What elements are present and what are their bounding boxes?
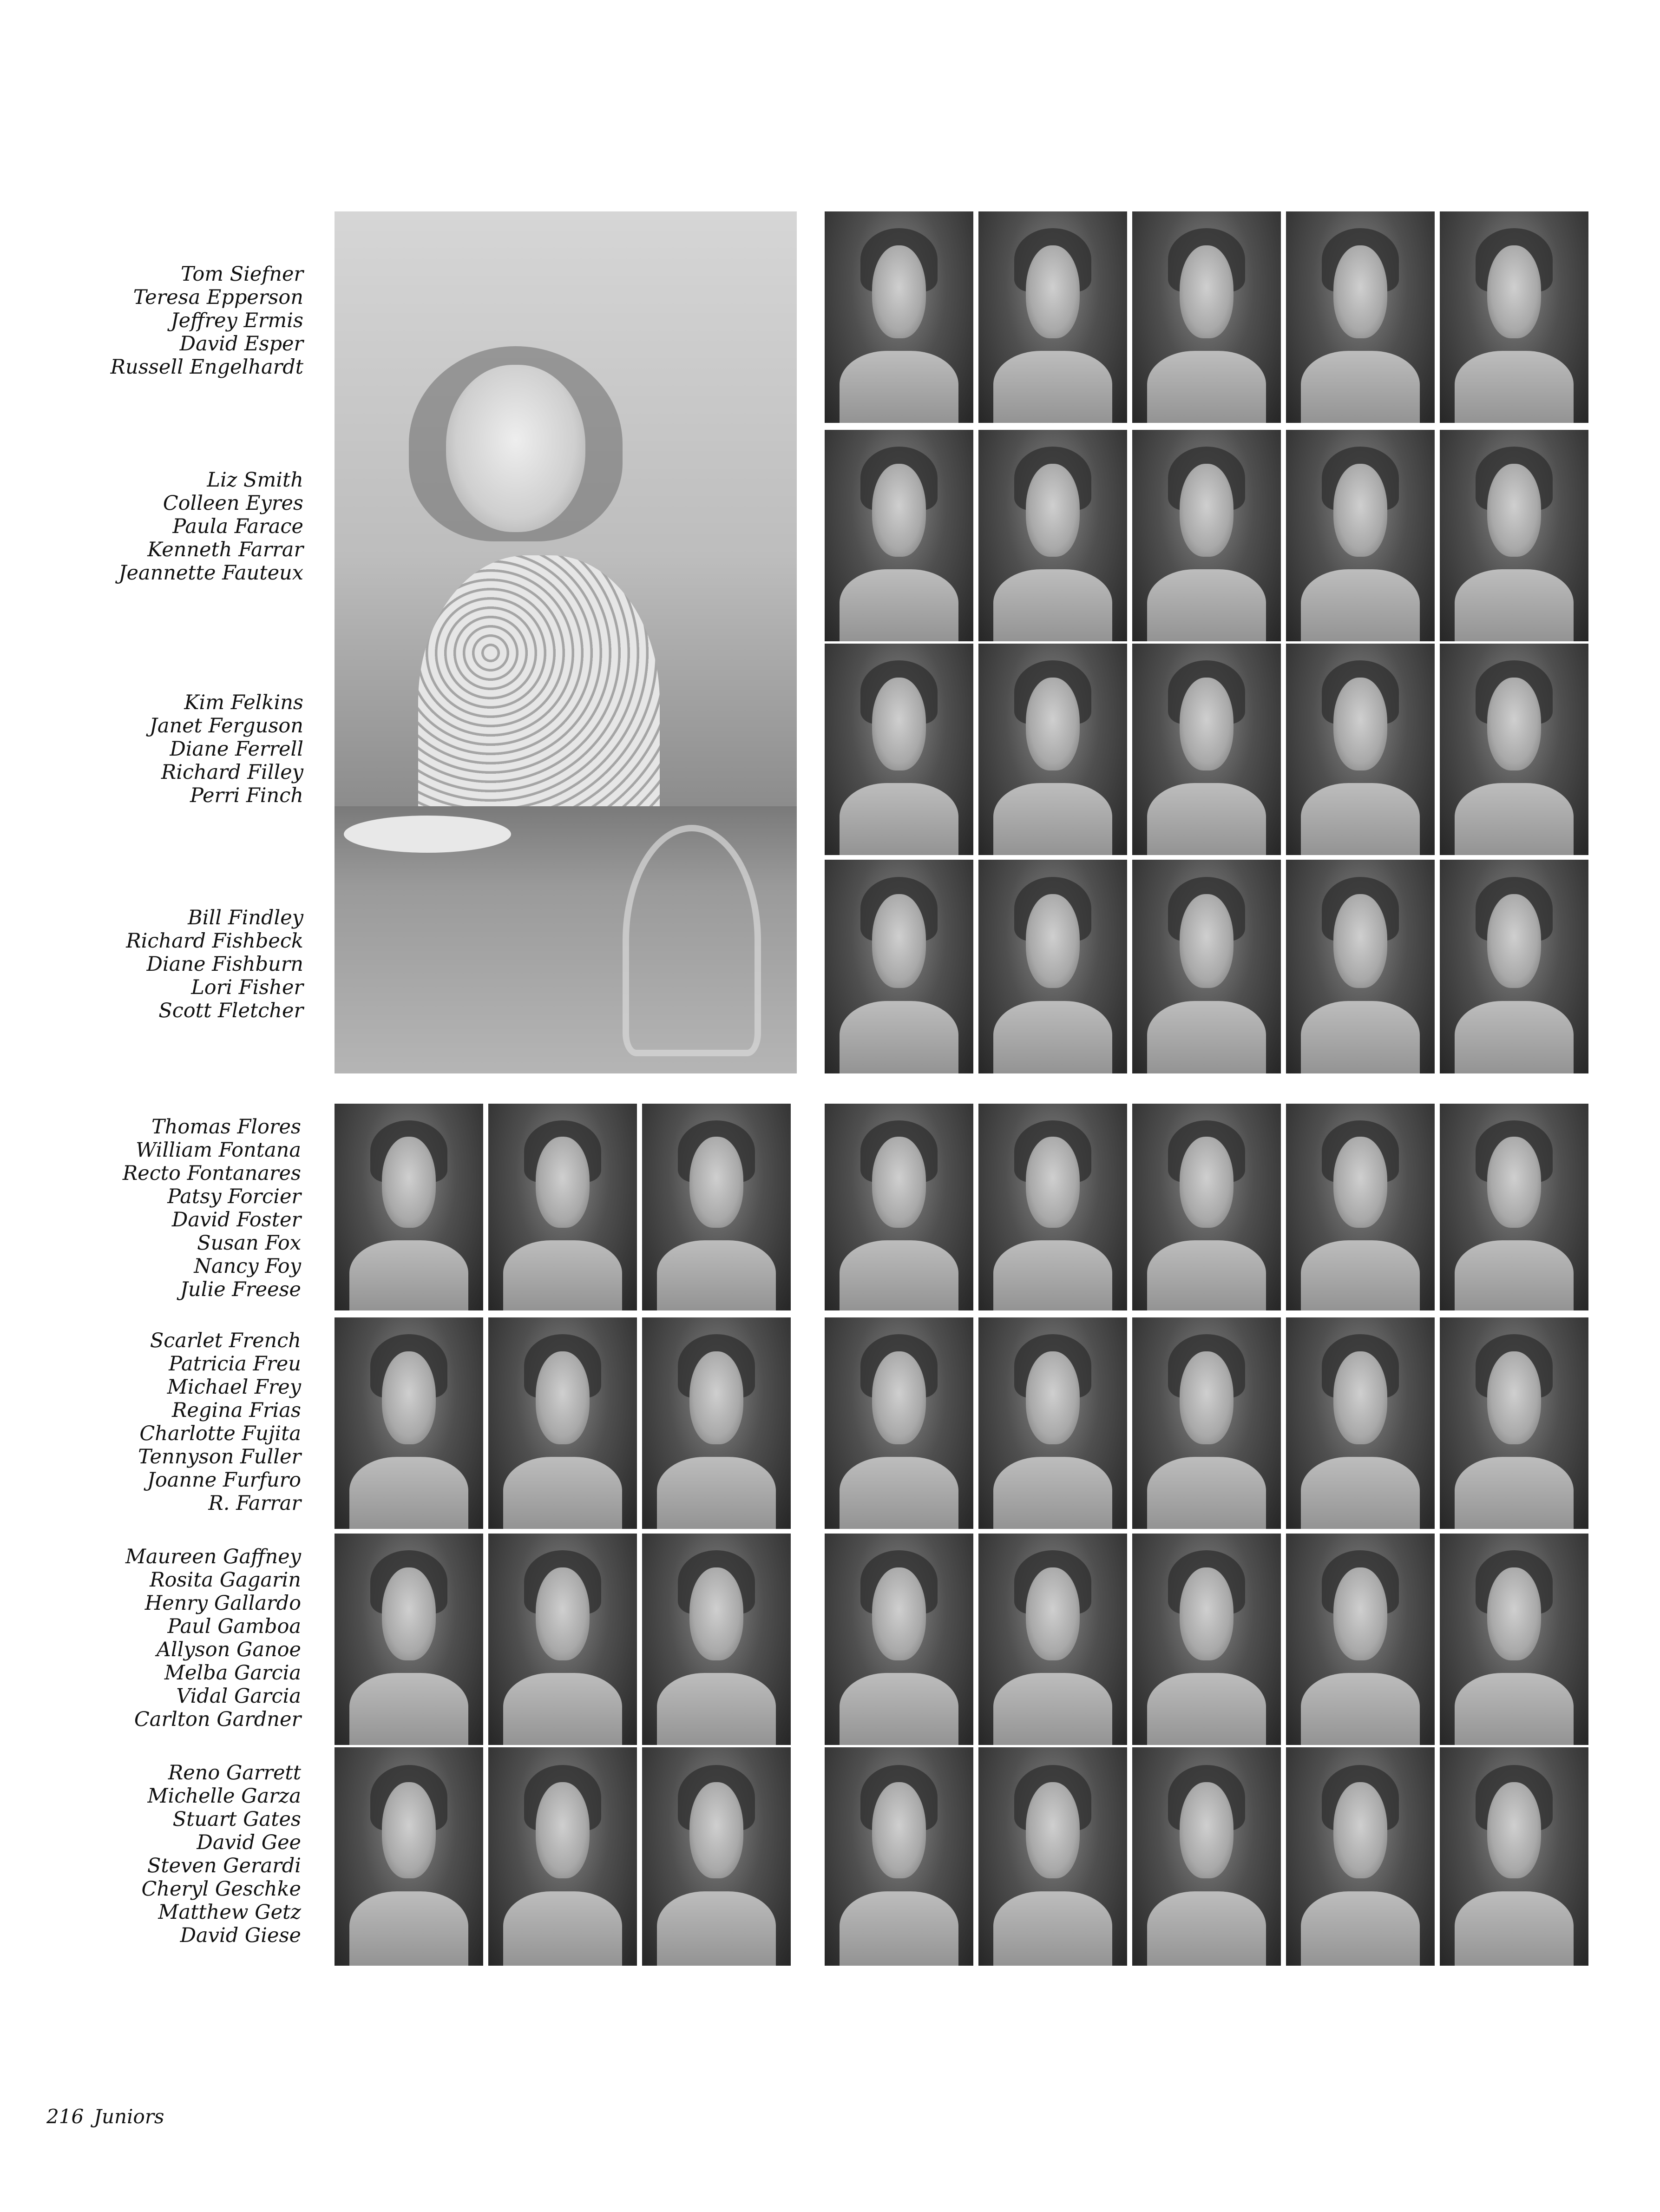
- portrait-body: [1147, 1001, 1266, 1073]
- portrait-head: [1333, 245, 1387, 338]
- student-portrait-photo: [825, 1534, 973, 1745]
- student-name: Teresa Epperson: [133, 286, 303, 309]
- student-name: Russell Engelhardt: [110, 356, 303, 379]
- student-name: Jeffrey Ermis: [171, 309, 303, 332]
- student-portrait-photo: [1132, 860, 1281, 1073]
- portrait-body: [840, 351, 958, 423]
- student-portrait-photo: [1440, 1317, 1588, 1529]
- name-list-group-4: [126, 906, 303, 1022]
- student-name: Kim Felkins: [184, 691, 303, 714]
- student-portrait-photo: [1440, 644, 1588, 855]
- portrait-body: [1301, 783, 1420, 855]
- portrait-head: [536, 1782, 589, 1878]
- student-name: Liz Smith: [207, 468, 303, 492]
- portrait-head: [872, 464, 925, 557]
- student-portrait-photo: [825, 644, 973, 855]
- student-name: Rosita Gagarin: [150, 1568, 301, 1592]
- student-name: Melba Garcia: [164, 1661, 301, 1685]
- student-portrait-photo: [1132, 211, 1281, 423]
- portrait-body: [1455, 1457, 1574, 1529]
- student-name: Lori Fisher: [191, 976, 303, 999]
- student-name: Carlton Gardner: [134, 1708, 301, 1731]
- student-portrait-photo: [1132, 1317, 1281, 1529]
- portrait-body: [993, 783, 1112, 855]
- portrait-body: [1455, 1673, 1574, 1745]
- portrait-body: [657, 1891, 776, 1966]
- portrait-head: [689, 1782, 743, 1878]
- name-list-group-3: [150, 691, 303, 807]
- portrait-body: [840, 1673, 958, 1745]
- portrait-head: [872, 1567, 925, 1660]
- student-name: Steven Gerardi: [147, 1854, 301, 1877]
- portrait-head: [1026, 678, 1079, 770]
- portrait-head: [1487, 894, 1541, 988]
- portrait-body: [993, 1240, 1112, 1310]
- page-folio: [46, 2105, 164, 2128]
- portrait-body: [657, 1457, 776, 1529]
- student-name: Matthew Getz: [158, 1901, 301, 1924]
- student-portrait-photo: [1440, 211, 1588, 423]
- portrait-body: [993, 1001, 1112, 1073]
- student-name: William Fontana: [136, 1139, 301, 1162]
- student-name: Scarlet French: [150, 1329, 301, 1352]
- portrait-head: [1180, 1137, 1233, 1228]
- student-name: David Esper: [179, 332, 303, 356]
- portrait-head: [1487, 1351, 1541, 1444]
- portrait-body: [503, 1891, 622, 1966]
- student-name: Allyson Ganoe: [156, 1638, 301, 1661]
- portrait-body: [840, 1240, 958, 1310]
- name-list-group-5: [123, 1115, 301, 1301]
- student-portrait-photo: [1286, 1534, 1435, 1745]
- portrait-head: [1026, 894, 1079, 988]
- student-portrait-photo: [978, 1317, 1127, 1529]
- student-portrait-photo: [1440, 1534, 1588, 1745]
- portrait-head: [1026, 464, 1079, 557]
- student-name: Janet Ferguson: [149, 714, 303, 737]
- student-portrait-photo: [1132, 1747, 1281, 1966]
- portrait-body: [1147, 1240, 1266, 1310]
- student-name: David Foster: [171, 1208, 301, 1231]
- student-name: Patricia Freu: [169, 1352, 301, 1376]
- section-title: Juniors: [94, 2105, 164, 2128]
- student-name: Cheryl Geschke: [141, 1877, 301, 1901]
- portrait-head: [1026, 1782, 1079, 1878]
- student-portrait-photo: [1132, 430, 1281, 641]
- portrait-head: [1180, 678, 1233, 770]
- student-portrait-photo: [1132, 1534, 1281, 1745]
- student-name: Tom Siefner: [181, 263, 303, 286]
- student-portrait-photo: [488, 1534, 637, 1745]
- name-list-group-6: [138, 1329, 301, 1515]
- student-portrait-photo: [488, 1104, 637, 1310]
- student-name: Thomas Flores: [151, 1115, 301, 1139]
- student-portrait-photo: [1440, 860, 1588, 1073]
- student-name: Stuart Gates: [172, 1808, 301, 1831]
- portrait-body: [1147, 569, 1266, 641]
- portrait-body: [349, 1891, 468, 1966]
- portrait-body: [1455, 569, 1574, 641]
- student-name: Joanne Furfuro: [147, 1468, 301, 1492]
- student-portrait-photo: [978, 430, 1127, 641]
- student-name: Perri Finch: [190, 784, 303, 807]
- portrait-body: [840, 783, 958, 855]
- portrait-body: [1147, 1673, 1266, 1745]
- portrait-body: [840, 1891, 958, 1966]
- portrait-head: [1487, 464, 1541, 557]
- student-name: Michael Frey: [167, 1376, 301, 1399]
- portrait-head: [1333, 464, 1387, 557]
- student-name: Regina Frias: [172, 1399, 301, 1422]
- student-name: Maureen Gaffney: [125, 1545, 301, 1568]
- portrait-body: [1455, 1001, 1574, 1073]
- student-name: Tennyson Fuller: [138, 1445, 301, 1468]
- portrait-body: [993, 1891, 1112, 1966]
- student-portrait-photo: [1132, 644, 1281, 855]
- student-name: Colleen Eyres: [163, 492, 303, 515]
- portrait-body: [1147, 1891, 1266, 1966]
- student-name: Paul Gamboa: [167, 1615, 301, 1638]
- portrait-body: [349, 1240, 468, 1310]
- student-portrait-photo: [1286, 430, 1435, 641]
- portrait-body: [840, 569, 958, 641]
- student-name: Patsy Forcier: [167, 1185, 301, 1208]
- portrait-body: [503, 1457, 622, 1529]
- student-portrait-photo: [1440, 1747, 1588, 1966]
- student-portrait-photo: [1132, 1104, 1281, 1310]
- portrait-body: [993, 569, 1112, 641]
- student-portrait-photo: [825, 1747, 973, 1966]
- student-portrait-photo: [335, 1534, 483, 1745]
- student-name: Reno Garrett: [168, 1761, 301, 1784]
- student-portrait-photo: [978, 1747, 1127, 1966]
- portrait-body: [840, 1001, 958, 1073]
- portrait-head: [536, 1137, 589, 1228]
- feature-glass: [623, 825, 761, 1056]
- student-portrait-photo: [1440, 430, 1588, 641]
- student-name: David Giese: [180, 1924, 301, 1947]
- portrait-body: [503, 1240, 622, 1310]
- student-portrait-photo: [825, 1317, 973, 1529]
- portrait-body: [993, 1457, 1112, 1529]
- portrait-head: [872, 1137, 925, 1228]
- portrait-body: [1301, 569, 1420, 641]
- portrait-head: [872, 678, 925, 770]
- student-name: David Gee: [197, 1831, 301, 1854]
- name-list-group-7: [125, 1545, 301, 1731]
- portrait-head: [1180, 1567, 1233, 1660]
- portrait-head: [1487, 678, 1541, 770]
- portrait-body: [1455, 1891, 1574, 1966]
- student-portrait-photo: [335, 1104, 483, 1310]
- portrait-head: [1180, 894, 1233, 988]
- portrait-head: [382, 1351, 435, 1444]
- student-name: Julie Freese: [180, 1278, 301, 1301]
- portrait-head: [689, 1567, 743, 1660]
- student-name: Susan Fox: [197, 1231, 301, 1255]
- portrait-head: [1180, 1351, 1233, 1444]
- portrait-body: [657, 1673, 776, 1745]
- student-name: Kenneth Farrar: [147, 538, 303, 561]
- portrait-head: [382, 1137, 435, 1228]
- portrait-head: [1333, 1137, 1387, 1228]
- portrait-head: [1026, 1137, 1079, 1228]
- portrait-body: [1455, 1240, 1574, 1310]
- student-portrait-photo: [1286, 644, 1435, 855]
- student-name: Diane Ferrell: [170, 737, 303, 761]
- portrait-head: [872, 1782, 925, 1878]
- feature-face: [446, 365, 585, 532]
- student-portrait-photo: [978, 1534, 1127, 1745]
- portrait-head: [1333, 1351, 1387, 1444]
- portrait-body: [1455, 783, 1574, 855]
- portrait-body: [1301, 1673, 1420, 1745]
- portrait-body: [1301, 1891, 1420, 1966]
- student-portrait-photo: [642, 1317, 791, 1529]
- portrait-head: [1333, 894, 1387, 988]
- portrait-head: [689, 1137, 743, 1228]
- student-portrait-photo: [825, 211, 973, 423]
- portrait-head: [1333, 1782, 1387, 1878]
- page-number: 216: [46, 2105, 84, 2128]
- student-portrait-photo: [1286, 1104, 1435, 1310]
- student-name: Michelle Garza: [147, 1784, 301, 1808]
- student-name: Charlotte Fujita: [139, 1422, 301, 1445]
- student-portrait-photo: [1286, 1747, 1435, 1966]
- student-name: Diane Fishburn: [146, 953, 303, 976]
- student-portrait-photo: [1286, 1317, 1435, 1529]
- portrait-head: [1180, 245, 1233, 338]
- student-portrait-photo: [978, 644, 1127, 855]
- portrait-head: [1180, 1782, 1233, 1878]
- candid-feature-photo: [335, 211, 797, 1073]
- student-portrait-photo: [978, 860, 1127, 1073]
- student-portrait-photo: [825, 430, 973, 641]
- student-name: Scott Fletcher: [158, 999, 303, 1022]
- portrait-head: [1487, 1567, 1541, 1660]
- portrait-head: [1333, 1567, 1387, 1660]
- portrait-body: [1301, 351, 1420, 423]
- portrait-head: [1026, 245, 1079, 338]
- student-name: Henry Gallardo: [144, 1592, 301, 1615]
- student-portrait-photo: [1286, 211, 1435, 423]
- portrait-head: [1026, 1351, 1079, 1444]
- portrait-body: [349, 1673, 468, 1745]
- portrait-body: [349, 1457, 468, 1529]
- student-portrait-photo: [825, 860, 973, 1073]
- name-list-group-2: [118, 468, 303, 585]
- name-list-group-1: [111, 263, 303, 379]
- student-portrait-photo: [642, 1747, 791, 1966]
- student-name: Bill Findley: [188, 906, 303, 929]
- portrait-head: [872, 1351, 925, 1444]
- portrait-head: [1180, 464, 1233, 557]
- portrait-head: [689, 1351, 743, 1444]
- student-portrait-photo: [335, 1317, 483, 1529]
- portrait-head: [872, 245, 925, 338]
- student-name: Vidal Garcia: [176, 1685, 301, 1708]
- portrait-body: [993, 1673, 1112, 1745]
- portrait-body: [840, 1457, 958, 1529]
- portrait-body: [657, 1240, 776, 1310]
- student-portrait-photo: [642, 1534, 791, 1745]
- portrait-head: [382, 1782, 435, 1878]
- student-portrait-photo: [335, 1747, 483, 1966]
- portrait-body: [503, 1673, 622, 1745]
- portrait-body: [1301, 1001, 1420, 1073]
- student-portrait-photo: [642, 1104, 791, 1310]
- student-name: Richard Fishbeck: [126, 929, 303, 953]
- student-name: R. Farrar: [208, 1492, 301, 1515]
- student-name: Nancy Foy: [194, 1255, 301, 1278]
- student-portrait-photo: [1440, 1104, 1588, 1310]
- portrait-body: [1301, 1240, 1420, 1310]
- portrait-body: [1301, 1457, 1420, 1529]
- portrait-head: [1487, 1782, 1541, 1878]
- portrait-head: [382, 1567, 435, 1660]
- student-name: Paula Farace: [172, 515, 303, 538]
- portrait-body: [1147, 1457, 1266, 1529]
- portrait-body: [1455, 351, 1574, 423]
- portrait-head: [872, 894, 925, 988]
- student-portrait-photo: [488, 1317, 637, 1529]
- portrait-head: [1333, 678, 1387, 770]
- portrait-head: [1487, 1137, 1541, 1228]
- student-name: Jeannette Fauteux: [118, 561, 303, 585]
- feature-plate: [344, 816, 511, 853]
- portrait-head: [536, 1351, 589, 1444]
- portrait-body: [1147, 351, 1266, 423]
- portrait-head: [1026, 1567, 1079, 1660]
- portrait-body: [1147, 783, 1266, 855]
- student-portrait-photo: [978, 211, 1127, 423]
- student-portrait-photo: [488, 1747, 637, 1966]
- name-list-group-8: [142, 1761, 301, 1947]
- student-name: Richard Filley: [161, 761, 303, 784]
- student-name: Recto Fontanares: [122, 1162, 301, 1185]
- portrait-body: [993, 351, 1112, 423]
- portrait-head: [1487, 245, 1541, 338]
- portrait-head: [536, 1567, 589, 1660]
- student-portrait-photo: [825, 1104, 973, 1310]
- student-portrait-photo: [978, 1104, 1127, 1310]
- student-portrait-photo: [1286, 860, 1435, 1073]
